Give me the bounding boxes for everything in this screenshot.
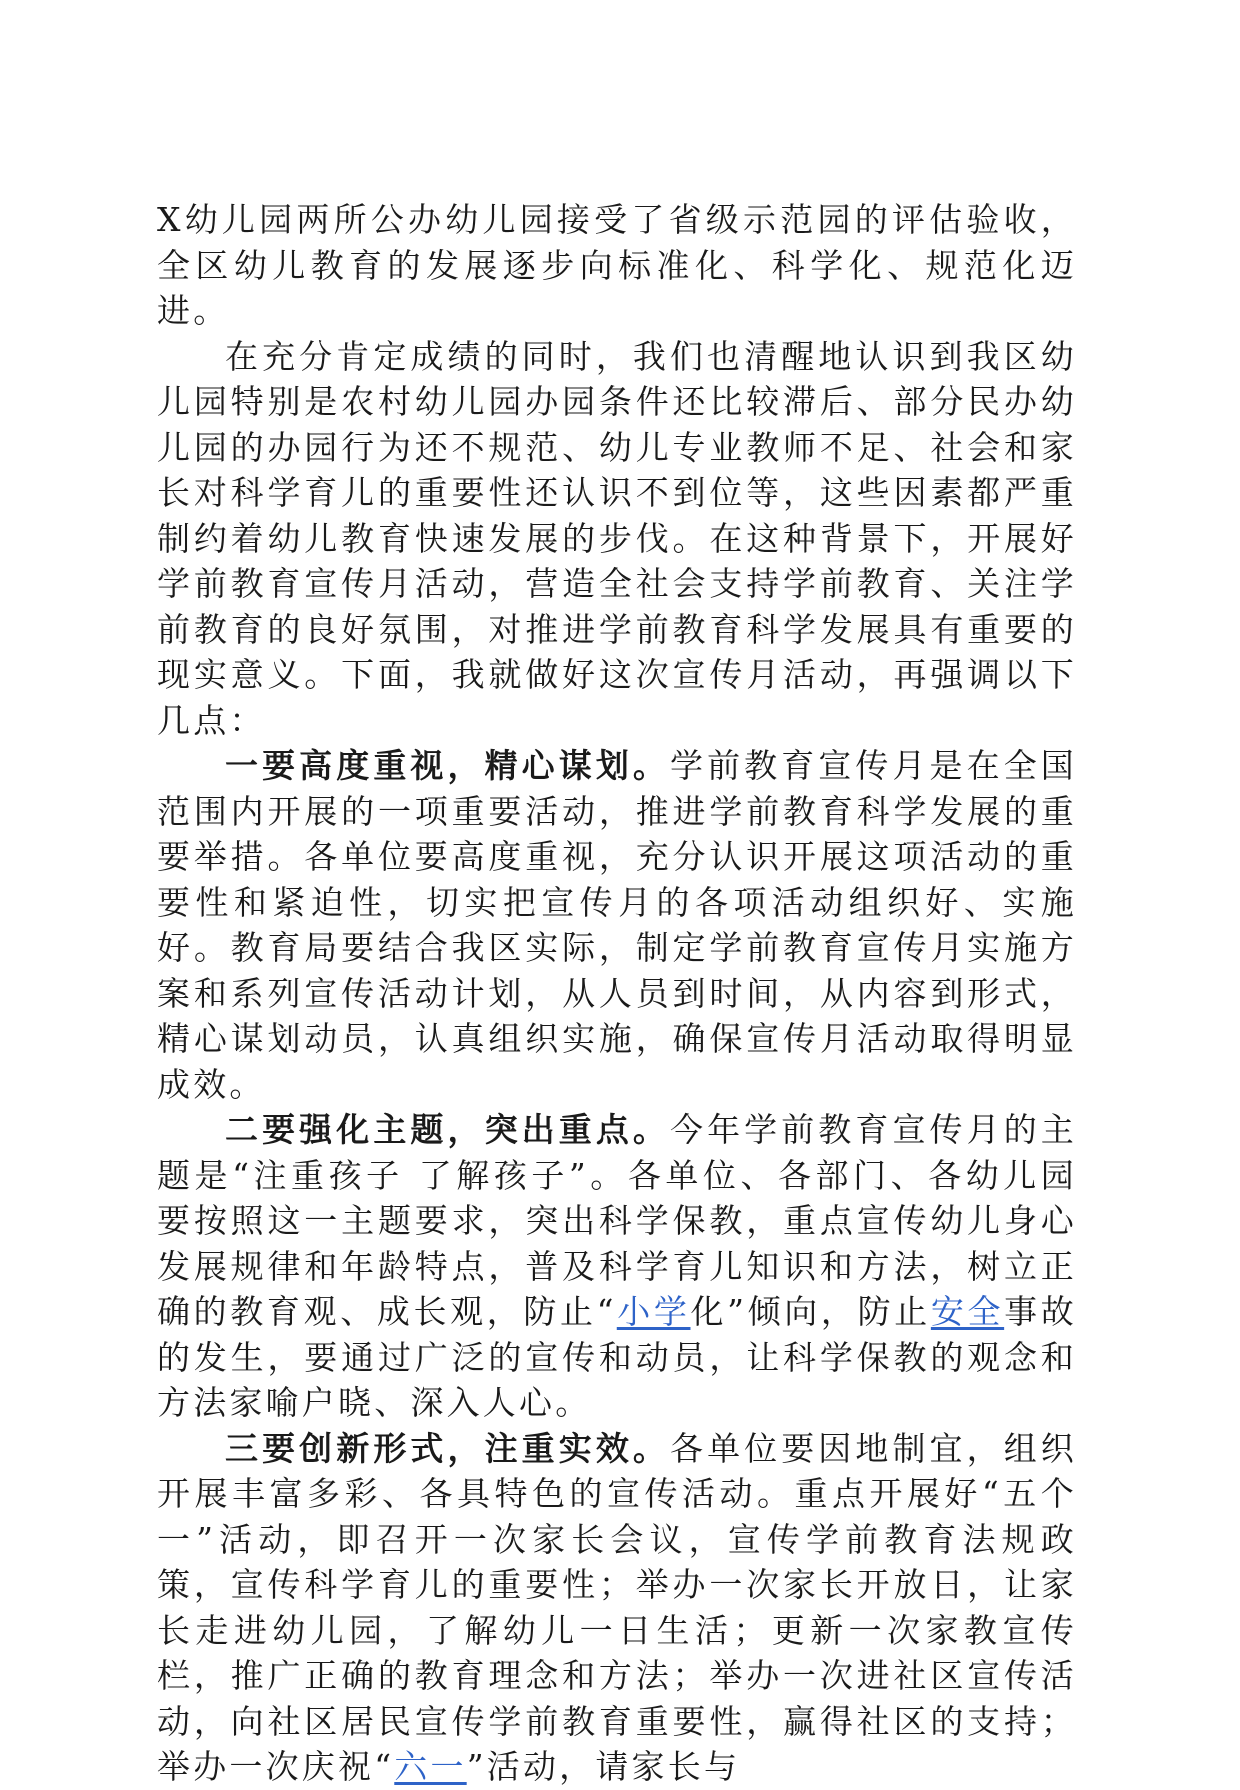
paragraph-1 xyxy=(157,197,1077,334)
document-body xyxy=(157,197,1077,1790)
paragraph-heading: 二要强化主题，突出重点。 xyxy=(225,1110,670,1149)
paragraph-2 xyxy=(157,334,1077,744)
paragraph-text: 学前教育宣传月是在全国范围内开展的一项重要活动，推进学前教育科学发展的重要举措。各单位要高度重视，充分认识开展这项活动的重要性和紧迫性，切实把宣传月的各项活动组织好、实施好。教育局要结合我区实际，制定学前教育宣传月实施方案和系列宣传活动计划，从人员到时间，从内容到形式，精心谋划动员，认真组织实施，确保宣传月活动取得明显成效。 xyxy=(157,746,1077,1104)
link-safety[interactable]: 安全 xyxy=(930,1292,1005,1331)
paragraph-text: 今年学前教育宣传月的主题是“注重孩子 了解孩子”。各单位、各部门、各幼儿园要按照这一主题要求，突出科学保教，重点宣传幼儿身心发展规律和年龄特点，普及科学育儿知识和方法，树立正确的教育观、成长观，防止“ xyxy=(157,1110,1077,1331)
paragraph-3 xyxy=(157,743,1077,1107)
paragraph-text: X幼儿园两所公办幼儿园接受了省级示范园的评估验收，全区幼儿教育的发展逐步向标准化、科学化、规范化迈进。 xyxy=(157,200,1077,330)
link-june-first[interactable]: 六一 xyxy=(394,1747,467,1786)
paragraph-4 xyxy=(157,1107,1077,1426)
paragraph-text: 在充分肯定成绩的同时，我们也清醒地认识到我区幼儿园特别是农村幼儿园办园条件还比较滞后、部分民办幼儿园的办园行为还不规范、幼儿专业教师不足、社会和家长对科学育儿的重要性还认识不到位等，这些因素都严重制约着幼儿教育快速发展的步伐。在这种背景下，开展好学前教育宣传月活动，营造全社会支持学前教育、关注学前教育的良好氛围，对推进学前教育科学发展具有重要的现实意义。下面，我就做好这次宣传月活动，再强调以下几点： xyxy=(157,336,1077,740)
paragraph-text: 化”倾向，防止 xyxy=(690,1292,931,1331)
paragraph-text: 事故的发生，要通过广泛的宣传和动员，让科学保教的观念和方法家喻户晓、深入人心。 xyxy=(157,1292,1077,1422)
paragraph-5 xyxy=(157,1426,1077,1790)
paragraph-heading: 一要高度重视，精心谋划。 xyxy=(225,746,670,785)
paragraph-text: ”活动，请家长与 xyxy=(466,1747,741,1786)
paragraph-heading: 三要创新形式，注重实效。 xyxy=(225,1428,670,1468)
link-primary-school[interactable]: 小学 xyxy=(616,1292,691,1331)
paragraph-text: 各单位要因地制宜，组织开展丰富多彩、各具特色的宣传活动。重点开展好“五个一”活动，即召开一次家长会议，宣传学前教育法规政策，宣传科学育儿的重要性；举办一次家长开放日，让家长走进幼儿园，了解幼儿一日生活；更新一次家教宣传栏，推广正确的教育理念和方法；举办一次进社区宣传活动，向社区居民宣传学前教育重要性，赢得社区的支持；举办一次庆祝“ xyxy=(157,1428,1077,1786)
